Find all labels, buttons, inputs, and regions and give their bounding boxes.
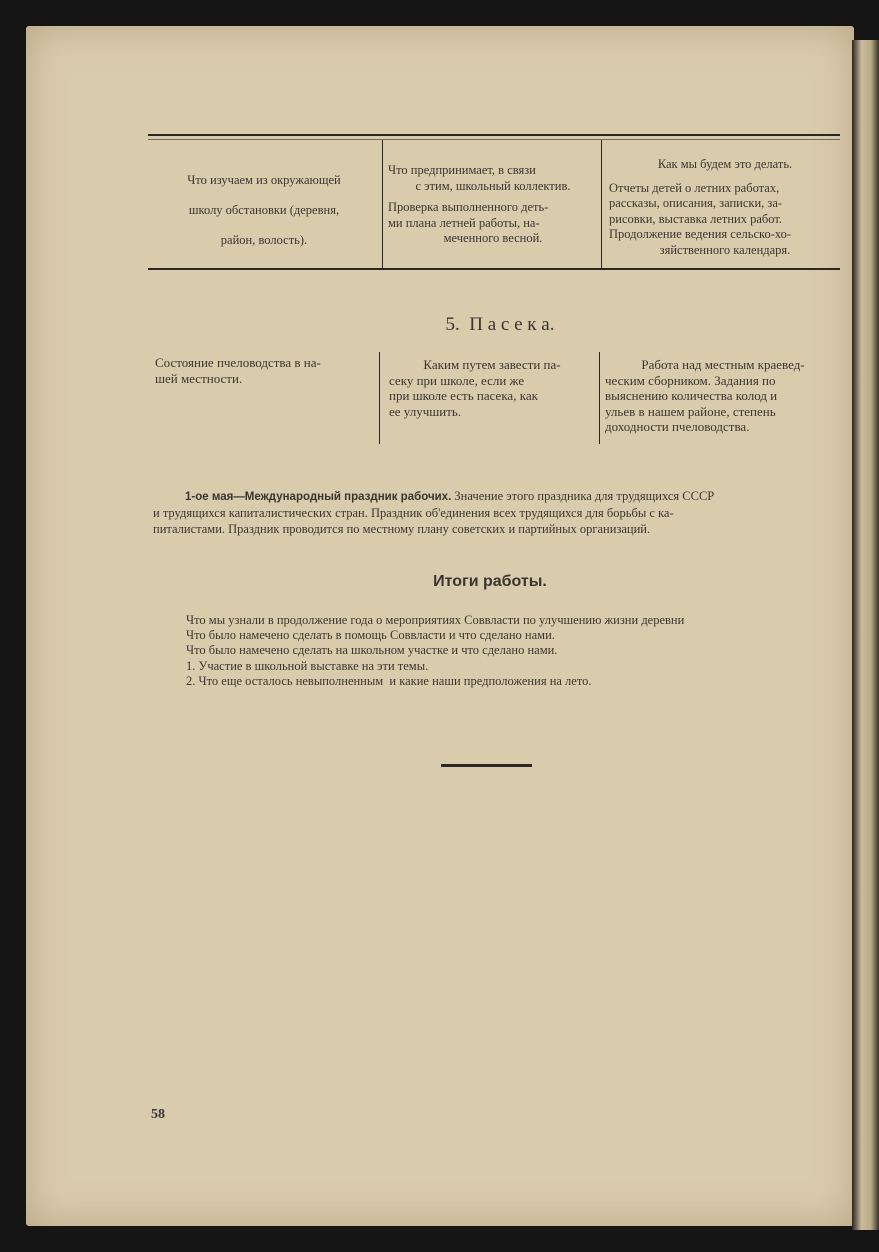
text-line: с этим, школьный коллектив.	[415, 178, 571, 193]
section5-col3	[605, 357, 841, 435]
table1-col1	[152, 165, 376, 255]
column-heading: Как мы будем это делать.	[657, 157, 793, 171]
table-bottom-rule	[148, 268, 840, 270]
section5-col1	[155, 355, 375, 386]
text-line: Что предпринимает, в связи	[388, 163, 536, 177]
section-heading: 5. П а с е к а.	[445, 314, 555, 335]
may-day-title: 1-ое мая—Международный праздник рабочих.	[185, 491, 452, 503]
text-line: Работа над местным краевед-	[641, 357, 805, 372]
text-line: секу при школе, если же	[389, 372, 525, 388]
list-item: Что было намечено сделать в помощь Соввласти и что сделано нами.	[186, 628, 555, 643]
list-item: 1. Участие в школьной выставке на эти темы.	[186, 658, 429, 673]
table-top-rule-thin	[148, 139, 840, 140]
list-item: Что было намечено сделать на школьном участке и что сделано нами.	[186, 643, 558, 658]
text-line: ее улучшить.	[389, 403, 462, 419]
text-line: рисовки, выставка летних работ.	[609, 211, 783, 226]
list-item: 2. Что еще осталось невыполненным и какие наши предположения на лето.	[186, 673, 592, 688]
page-number: 58	[151, 1107, 165, 1122]
text-line: шей местности.	[155, 370, 243, 386]
may-day-paragraph	[153, 488, 843, 537]
text-line: и трудящихся капиталистических стран. Праздник об'единения всех трудящихся для борьбы с ка-	[153, 506, 674, 520]
text-line: при школе есть пасека, как	[389, 388, 538, 403]
text-line: выяснению количества колод и	[605, 388, 778, 403]
section5-col-divider-2	[599, 352, 600, 444]
text-line: ми плана летней работы, на-	[388, 215, 540, 230]
text-line: Каким путем завести па-	[423, 357, 561, 372]
page-edge	[852, 40, 879, 1230]
text-line: Состояние пчеловодства в на-	[155, 355, 321, 370]
text-line: район, волость).	[220, 233, 308, 247]
text-line: ульев в нашем районе, степень	[605, 403, 776, 419]
text-line: Продолжение ведения сельско-хо-	[609, 227, 792, 241]
section5-col-divider-1	[379, 352, 380, 444]
text-line: питалистами. Праздник проводится по местному плану советских и партийных организаций.	[153, 522, 651, 536]
table-top-rule	[148, 134, 840, 136]
table-col-divider-1	[382, 140, 383, 268]
text-line: Отчеты детей о летних работах,	[609, 180, 780, 195]
list-item: Что мы узнали в продолжение года о мероприятиях Соввласти по улучшению жизни деревни	[186, 613, 685, 627]
results-list	[186, 613, 836, 689]
text-line: Проверка выполненного деть-	[388, 200, 549, 214]
text-line: Что изучаем из окружающей	[187, 173, 341, 187]
text-line: школу обстановки (деревня,	[188, 203, 340, 217]
text-line: Значение этого праздника для трудящихся СССР	[451, 489, 715, 503]
results-heading: Итоги работы.	[433, 573, 547, 590]
table1-col2	[388, 163, 598, 247]
table1-col3	[609, 157, 841, 258]
text-line: зяйственного календаря.	[659, 242, 791, 257]
table-col-divider-2	[601, 140, 602, 268]
text-line: рассказы, описания, записки, за-	[609, 196, 783, 210]
section5-col2	[389, 357, 595, 419]
text-line: ческим сборником. Задания по	[605, 372, 776, 388]
end-rule	[441, 764, 532, 767]
text-line: меченного весной.	[443, 231, 543, 245]
text-line: доходности пчеловодства.	[605, 419, 750, 434]
